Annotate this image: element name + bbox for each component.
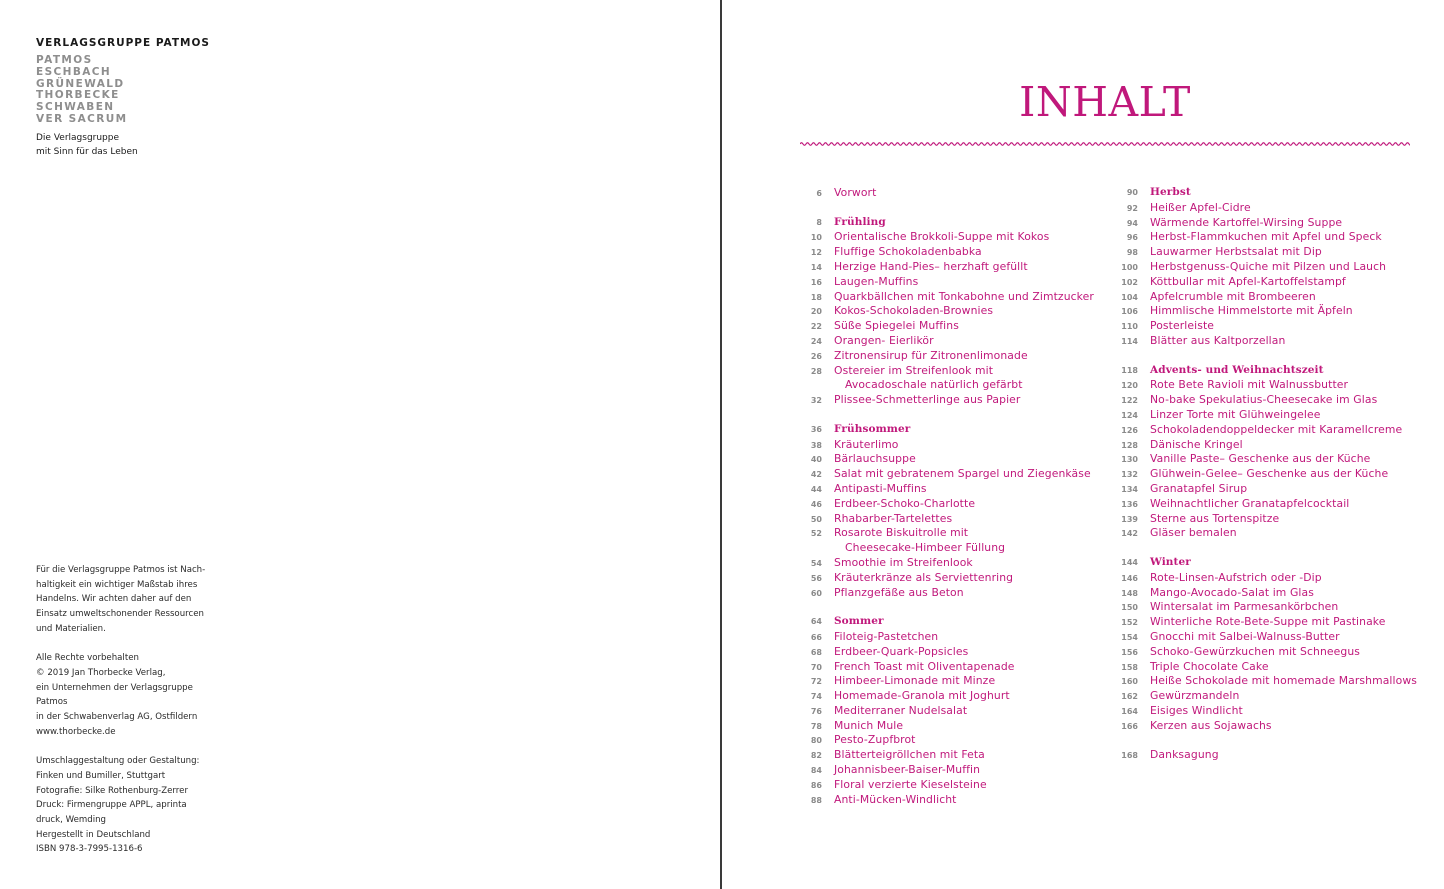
notice-paragraph: [36, 651, 221, 739]
toc-entry-title: Smoothie im Streifenlook: [834, 555, 973, 569]
toc-page-number: 80: [810, 736, 822, 746]
toc-entry-title: Rote-Linsen-Aufstrich oder -Dip: [1150, 570, 1322, 584]
toc-page-number: 24: [810, 336, 822, 346]
toc-section-heading[interactable]: [792, 216, 1094, 231]
toc-page-number: 72: [810, 677, 822, 687]
toc-page-number: 162: [1121, 692, 1138, 702]
toc-entry[interactable]: [792, 452, 1094, 467]
imprint-list: [36, 55, 210, 126]
toc-entry[interactable]: [1108, 201, 1417, 216]
toc-entry[interactable]: [792, 689, 1094, 704]
toc-entry-title: Schokoladendoppeldecker mit Karamellcreme: [1150, 422, 1403, 436]
toc-entry-title: Laugen-Muffins: [834, 274, 919, 288]
toc-page-number: 88: [810, 795, 822, 805]
toc-entry[interactable]: [792, 304, 1094, 319]
toc-page-number: 82: [810, 751, 822, 761]
toc-entry-title: French Toast mit Oliventapenade: [834, 659, 1015, 673]
toc-entry[interactable]: [1108, 467, 1417, 482]
toc-column-right: [1108, 186, 1417, 763]
toc-page-number: 92: [1126, 203, 1138, 213]
toc-page-number: 86: [810, 780, 822, 790]
toc-page-number: 64: [810, 617, 822, 627]
toc-section-heading[interactable]: [792, 615, 1094, 630]
toc-page-number: 32: [810, 396, 822, 406]
toc-page-number: 76: [810, 706, 822, 716]
toc-entry[interactable]: [792, 438, 1094, 453]
toc-entry[interactable]: [1108, 408, 1417, 423]
toc-entry-title: Mango-Avocado-Salat im Glas: [1150, 585, 1314, 599]
toc-page-number: 156: [1121, 647, 1138, 657]
toc-entry-title: Zitronensirup für Zitronenlimonade: [834, 348, 1028, 362]
toc-entry[interactable]: [792, 733, 1094, 748]
toc-entry-title: Kerzen aus Sojawachs: [1150, 718, 1272, 732]
legal-notice: [36, 563, 221, 857]
notice-line: Umschlaggestaltung oder Gestaltung:: [36, 756, 200, 767]
toc-entry[interactable]: [1108, 497, 1417, 512]
toc-entry-title: Gnocchi mit Salbei-Walnuss-Butter: [1150, 629, 1340, 643]
toc-entry-title: Dänische Kringel: [1150, 437, 1243, 451]
toc-entry[interactable]: [1108, 452, 1417, 467]
toc-page-number: 110: [1121, 322, 1138, 332]
toc-entry-title: Posterleiste: [1150, 319, 1215, 333]
toc-entry-title: Munich Mule: [834, 718, 904, 732]
notice-line: Hergestellt in Deutschland: [36, 829, 151, 840]
toc-page-number: 26: [810, 351, 822, 361]
toc-entry[interactable]: [792, 719, 1094, 734]
toc-page-number: 160: [1121, 677, 1138, 687]
toc-entry-title: Granatapfel Sirup: [1150, 481, 1248, 495]
toc-page-number: 70: [810, 662, 822, 672]
toc-entry-title: Orangen- Eierlikör: [834, 333, 934, 347]
page-divider: [720, 0, 722, 889]
notice-line: © 2019 Jan Thorbecke Verlag,: [36, 667, 166, 678]
toc-entry-title: Frühsommer: [834, 422, 911, 435]
toc-entry[interactable]: [792, 778, 1094, 793]
imprint-name: VER SACRUM: [36, 112, 128, 125]
tagline-line: mit Sinn für das Leben: [36, 146, 138, 157]
toc-entry-title: Rote Bete Ravioli mit Walnussbutter: [1150, 378, 1349, 392]
notice-line: Druck: Firmengruppe APPL, aprinta: [36, 800, 187, 811]
toc-page-number: 60: [810, 588, 822, 598]
toc-page-number: 74: [810, 692, 822, 702]
toc-page-number: 6: [816, 189, 822, 198]
toc-entry-title: Winter: [1150, 555, 1191, 568]
toc-page-number: 136: [1121, 499, 1138, 509]
toc-entry[interactable]: [1108, 586, 1417, 601]
publisher-tagline: [36, 131, 210, 159]
toc-page-number: 102: [1121, 277, 1138, 287]
toc-entry[interactable]: [1108, 689, 1417, 704]
notice-line: ISBN 978-3-7995-1316-6: [36, 844, 143, 855]
toc-entry-title: Kräuterlimo: [834, 437, 899, 451]
toc-entry-title: Winterliche Rote-Bete-Suppe mit Pastinake: [1150, 615, 1386, 629]
toc-section-heading[interactable]: [1108, 186, 1417, 201]
toc-entry[interactable]: [792, 482, 1094, 497]
toc-entry[interactable]: [792, 571, 1094, 586]
toc-entry-title: Schoko-Gewürzkuchen mit Schneegus: [1150, 644, 1361, 658]
toc-entry[interactable]: [1108, 393, 1417, 408]
toc-page-number: 40: [810, 455, 822, 465]
toc-page-number: 154: [1121, 632, 1138, 642]
toc-page-number: 158: [1121, 662, 1138, 672]
notice-line: druck, Wemding: [36, 814, 106, 825]
notice-line: www.thorbecke.de: [36, 726, 116, 737]
toc-entry[interactable]: [792, 349, 1094, 364]
toc-spacer: [792, 201, 1094, 216]
toc-entry-title: Advents- und Weihnachtszeit: [1150, 363, 1324, 376]
toc-page-number: 146: [1121, 573, 1138, 583]
toc-page-number: 68: [810, 647, 822, 657]
toc-entry[interactable]: [1108, 304, 1417, 319]
toc-entry-title: Sterne aus Tortenspitze: [1150, 511, 1280, 525]
toc-entry[interactable]: [792, 645, 1094, 660]
toc-entry-title: Rhabarber-Tartelettes: [834, 511, 953, 525]
toc-entry[interactable]: [1108, 512, 1417, 527]
toc-entry-title: Heißer Apfel-Cidre: [1150, 200, 1251, 214]
toc-page-number: 44: [810, 484, 822, 494]
toc-entry-title: Plissee-Schmetterlinge aus Papier: [834, 393, 1021, 407]
toc-page-number: 128: [1121, 440, 1138, 450]
publisher-title: VERLAGSGRUPPE PATMOS: [36, 37, 210, 49]
toc-entry-title: Wärmende Kartoffel-Wirsing Suppe: [1150, 215, 1343, 229]
toc-entry-title: Antipasti-Muffins: [834, 481, 927, 495]
toc-page-number: 16: [810, 277, 822, 287]
toc-entry-title: Bärlauchsuppe: [834, 452, 916, 466]
toc-entry[interactable]: [792, 378, 1094, 393]
notice-line: Finken und Bumiller, Stuttgart: [36, 770, 166, 781]
toc-entry[interactable]: [792, 467, 1094, 482]
toc-section-heading[interactable]: [792, 423, 1094, 438]
toc-entry[interactable]: [1108, 630, 1417, 645]
toc-entry-title: Frühling: [834, 215, 886, 228]
toc-spacer: [1108, 733, 1417, 748]
toc-page-number: 164: [1121, 706, 1138, 716]
toc-entry-title: Linzer Torte mit Glühweingelee: [1150, 407, 1321, 421]
toc-entry-title: Kräuterkränze als Serviettenring: [834, 570, 1014, 584]
toc-entry[interactable]: [1108, 600, 1417, 615]
toc-entry[interactable]: [792, 704, 1094, 719]
toc-page-number: 120: [1121, 381, 1138, 391]
toc-entry[interactable]: [792, 586, 1094, 601]
toc-page-number: 52: [810, 529, 822, 539]
toc-entry[interactable]: [792, 275, 1094, 290]
toc-page-number: 106: [1121, 307, 1138, 317]
toc-page-number: 134: [1121, 484, 1138, 494]
toc-entry-title: Herbst-Flammkuchen mit Apfel und Speck: [1150, 230, 1382, 244]
toc-entry[interactable]: [1108, 216, 1417, 231]
imprint-name: SCHWABEN: [36, 101, 115, 114]
toc-entry-title: Sommer: [834, 615, 884, 628]
toc-entry[interactable]: [792, 290, 1094, 305]
toc-page-number: 56: [810, 573, 822, 583]
toc-page-number: 104: [1121, 292, 1138, 302]
notice-line: in der Schwabenverlag AG, Ostfildern: [36, 712, 198, 723]
notice-paragraph: [36, 563, 221, 637]
toc-page-number: 66: [810, 632, 822, 642]
toc-entry-title: Homemade-Granola mit Joghurt: [834, 689, 1010, 703]
toc-entry-title: No-bake Spekulatius-Cheesecake im Glas: [1150, 393, 1378, 407]
toc-page-number: 84: [810, 766, 822, 776]
toc-page-number: 130: [1121, 455, 1138, 465]
imprint-name: PATMOS: [36, 54, 93, 66]
toc-entry[interactable]: [1108, 423, 1417, 438]
notice-line: Alle Rechte vorbehalten: [36, 653, 139, 664]
notice-line: Patmos: [36, 697, 68, 708]
toc-page-number: 144: [1121, 557, 1138, 567]
toc-entry-title: Vanille Paste– Geschenke aus der Küche: [1150, 452, 1371, 466]
toc-page-number: 28: [810, 366, 822, 376]
notice-line: Einsatz umweltschonender Ressourcen: [36, 609, 204, 620]
toc-spacer: [1108, 349, 1417, 364]
toc-entry-title: Vorwort: [834, 186, 877, 199]
toc-entry-title: Floral verzierte Kieselsteine: [834, 777, 987, 791]
toc-entry[interactable]: [792, 393, 1094, 408]
toc-entry-title: Anti-Mücken-Windlicht: [834, 792, 957, 806]
toc-page-number: 8: [816, 217, 822, 227]
toc-entry-title: Erdbeer-Quark-Popsicles: [834, 644, 969, 658]
toc-entry[interactable]: [792, 319, 1094, 334]
toc-entry[interactable]: [1108, 438, 1417, 453]
toc-entry[interactable]: [1108, 748, 1417, 763]
toc-section-heading[interactable]: [1108, 364, 1417, 379]
toc-page-number: 142: [1121, 529, 1138, 539]
toc-entry-title: Wintersalat im Parmesankörbchen: [1150, 600, 1339, 614]
toc-entry[interactable]: [1108, 704, 1417, 719]
toc-entry-title: Herbstgenuss-Quiche mit Pilzen und Lauch: [1150, 259, 1387, 273]
toc-entry[interactable]: [1108, 660, 1417, 675]
toc-page-number: 94: [1126, 218, 1138, 228]
toc-entry-title: Orientalische Brokkoli-Suppe mit Kokos: [834, 230, 1050, 244]
wavy-divider: [800, 140, 1410, 148]
toc-entry[interactable]: [792, 748, 1094, 763]
toc-page-number: 126: [1121, 425, 1138, 435]
toc-heading: INHALT: [1019, 78, 1191, 126]
toc-page-number: 124: [1121, 410, 1138, 420]
toc-entry-title: Filoteig-Pastetchen: [834, 629, 939, 643]
toc-entry-title: Heiße Schokolade mit homemade Marshmallows: [1150, 674, 1417, 688]
toc-entry[interactable]: [1108, 615, 1417, 630]
toc-entry-title: Fluffige Schokoladenbabka: [834, 245, 982, 259]
toc-entry-title: Herzige Hand-Pies– herzhaft gefüllt: [834, 259, 1028, 273]
toc-page-number: 168: [1121, 751, 1138, 761]
toc-page-number: 50: [810, 514, 822, 524]
toc-entry[interactable]: [1108, 290, 1417, 305]
toc-entry-title: Danksagung: [1150, 748, 1219, 762]
notice-line: haltigkeit ein wichtiger Maßstab ihres: [36, 579, 198, 590]
toc-entry-title: Lauwarmer Herbstsalat mit Dip: [1150, 245, 1322, 259]
toc-page-number: 100: [1121, 262, 1138, 272]
toc-entry-title: Blätter aus Kaltporzellan: [1150, 333, 1286, 347]
toc-page-number: 38: [810, 440, 822, 450]
toc-entry[interactable]: [1108, 719, 1417, 734]
toc-entry[interactable]: [1108, 230, 1417, 245]
toc-entry[interactable]: [792, 793, 1094, 808]
notice-line: Fotografie: Silke Rothenburg-Zerrer: [36, 785, 188, 796]
toc-entry-title: Kokos-Schokoladen-Brownies: [834, 304, 994, 318]
toc-page-number: 14: [810, 262, 822, 272]
toc-entry-title: Glühwein-Gelee– Geschenke aus der Küche: [1150, 467, 1389, 481]
toc-entry-title: Himmlische Himmelstorte mit Äpfeln: [1150, 304, 1353, 318]
toc-entry[interactable]: [1108, 334, 1417, 349]
toc-entry[interactable]: [1108, 260, 1417, 275]
toc-entry[interactable]: [792, 630, 1094, 645]
toc-entry[interactable]: [1108, 275, 1417, 290]
toc-entry[interactable]: [792, 556, 1094, 571]
toc-entry-title: Weihnachtlicher Granatapfelcocktail: [1150, 496, 1350, 510]
toc-entry-title: Pesto-Zupfbrot: [834, 733, 916, 747]
toc-entry-title: Pflanzgefäße aus Beton: [834, 585, 964, 599]
toc-entry-title: Eisiges Windlicht: [1150, 703, 1243, 717]
toc-page-number: 54: [810, 558, 822, 568]
toc-entry-title: Ostereier im Streifenlook mit: [834, 363, 994, 377]
notice-line: Für die Verlagsgruppe Patmos ist Nach-: [36, 565, 206, 575]
toc-entry[interactable]: [792, 364, 1094, 379]
toc-page-number: 10: [810, 233, 822, 243]
notice-paragraph: [36, 754, 221, 857]
notice-line: und Materialien.: [36, 623, 106, 634]
toc-entry-title: Gläser bemalen: [1150, 526, 1237, 540]
toc-page-number: 90: [1126, 188, 1138, 197]
toc-entry-title: Köttbullar mit Apfel-Kartoffelstampf: [1150, 274, 1346, 288]
toc-entry[interactable]: [1108, 645, 1417, 660]
toc-entry[interactable]: [792, 763, 1094, 778]
toc-entry-title: Avocadoschale natürlich gefärbt: [845, 378, 1023, 392]
toc-entry[interactable]: [1108, 674, 1417, 689]
toc-page-number: 20: [810, 307, 822, 317]
toc-entry-title: Herbst: [1150, 186, 1191, 198]
toc-entry-title: Quarkbällchen mit Tonkabohne und Zimtzucker: [834, 289, 1094, 303]
notice-line: ein Unternehmen der Verlagsgruppe: [36, 682, 193, 693]
toc-entry[interactable]: [792, 541, 1094, 556]
toc-page-number: 114: [1121, 336, 1138, 346]
toc-entry[interactable]: [1108, 526, 1417, 541]
toc-entry[interactable]: [792, 334, 1094, 349]
toc-page-number: 139: [1121, 514, 1138, 524]
toc-entry[interactable]: [1108, 571, 1417, 586]
toc-page-number: 18: [810, 292, 822, 302]
tagline-line: Die Verlagsgruppe: [36, 132, 120, 143]
toc-spacer: [1108, 541, 1417, 556]
toc-entry-title: Erdbeer-Schoko-Charlotte: [834, 496, 976, 510]
imprint-name: ESCHBACH: [36, 65, 112, 78]
toc-entry-title: Johannisbeer-Baiser-Muffin: [834, 763, 981, 777]
toc-page-number: 150: [1121, 603, 1138, 613]
toc-page-number: 36: [810, 424, 822, 434]
toc-entry-title: Rosarote Biskuitrolle mit: [834, 526, 969, 540]
toc-entry[interactable]: [1108, 319, 1417, 334]
publisher-block: [36, 37, 210, 159]
toc-page-number: 122: [1121, 396, 1138, 406]
toc-entry[interactable]: [792, 674, 1094, 689]
toc-entry[interactable]: [792, 230, 1094, 245]
toc-page-number: 152: [1121, 618, 1138, 628]
toc-column-left: [792, 186, 1094, 807]
toc-page-number: 98: [1126, 248, 1138, 258]
imprint-name: THORBECKE: [36, 89, 120, 102]
toc-entry-title: Süße Spiegelei Muffins: [834, 319, 959, 333]
toc-page-number: 42: [810, 470, 822, 480]
toc-entry-title: Blätterteigröllchen mit Feta: [834, 748, 985, 762]
toc-entry-title: Himbeer-Limonade mit Minze: [834, 674, 996, 688]
toc-entry-title: Triple Chocolate Cake: [1150, 659, 1269, 673]
toc-page-number: 166: [1121, 721, 1138, 731]
toc-page-number: 46: [810, 499, 822, 509]
toc-spacer: [792, 408, 1094, 423]
toc-entry-title: Apfelcrumble mit Brombeeren: [1150, 289, 1316, 303]
toc-entry-title: Gewürzmandeln: [1150, 689, 1240, 703]
notice-line: Handelns. Wir achten daher auf den: [36, 594, 192, 605]
toc-entry[interactable]: [792, 260, 1094, 275]
toc-spacer: [792, 600, 1094, 615]
toc-entry-title: Salat mit gebratenem Spargel und Ziegenkäse: [834, 467, 1091, 481]
imprint-name: GRÜNEWALD: [36, 77, 125, 90]
toc-section-heading[interactable]: [1108, 556, 1417, 571]
toc-entry[interactable]: [792, 512, 1094, 527]
toc-page-number: 22: [810, 322, 822, 332]
toc-entry[interactable]: [1108, 482, 1417, 497]
toc-entry[interactable]: [792, 245, 1094, 260]
toc-page-number: 118: [1121, 365, 1138, 375]
toc-entry-title: Cheesecake-Himbeer Füllung: [845, 541, 1006, 555]
toc-entry[interactable]: [1108, 378, 1417, 393]
toc-page-number: 96: [1126, 233, 1138, 243]
toc-entry[interactable]: [1108, 245, 1417, 260]
toc-entry[interactable]: [792, 526, 1094, 541]
toc-page-number: 12: [810, 248, 822, 258]
toc-entry[interactable]: [792, 186, 1094, 201]
toc-page-number: 148: [1121, 588, 1138, 598]
toc-page-number: 78: [810, 721, 822, 731]
toc-entry-title: Mediterraner Nudelsalat: [834, 703, 968, 717]
toc-entry[interactable]: [792, 660, 1094, 675]
toc-entry[interactable]: [792, 497, 1094, 512]
toc-page-number: 132: [1121, 470, 1138, 480]
